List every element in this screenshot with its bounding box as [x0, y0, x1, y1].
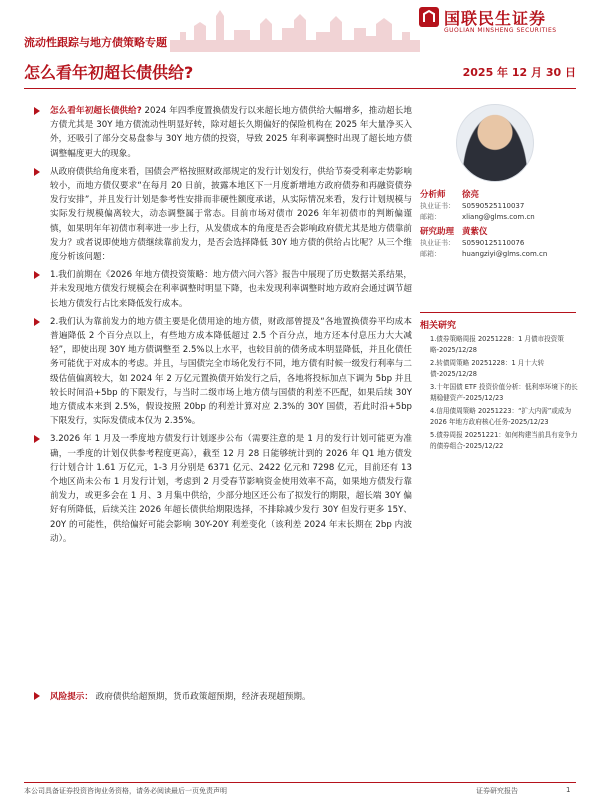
report-series: 流动性跟踪与地方债策略专题 [24, 36, 167, 49]
related-item[interactable]: 2.转债周策略 20251228：1 月十大转债-2025/12/28 [430, 359, 545, 378]
report-date: 2025 年 12 月 30 日 [462, 66, 576, 79]
logo-mark-icon [418, 6, 440, 28]
paragraph-3-text: 1.我们前期在《2026 年地方债投资策略：地方债六问六答》报告中展现了历史数据关系结果，并未发现地方债发行规模会在利率调整时明显下降，也未发现利率调整时地方政府会通过调节超长地方债发行占比来降低发行成本。 [50, 270, 412, 309]
report-body [24, 104, 412, 550]
assistant-role: 研究助理 [420, 227, 455, 237]
bullet-icon [34, 168, 40, 176]
bullet-icon [34, 271, 40, 279]
analyst-cert-label: 执业证书： [420, 202, 455, 210]
footer-report-type: 证券研究报告 [476, 787, 518, 795]
paragraph-5 [24, 432, 412, 546]
related-research-list [420, 334, 580, 454]
company-logo [418, 6, 598, 42]
analyst-role: 分析师 [420, 190, 446, 200]
related-item[interactable]: 4.信用债周策略 20251223：“扩大内需”或成为 2026 年地方政府核心任务-2025/12/23 [430, 407, 572, 426]
city-skyline-illustration [170, 6, 420, 52]
footer-disclaimer: 本公司具备证券投资咨询业务资格，请务必阅读最后一页免责声明 [24, 787, 227, 795]
related-item[interactable]: 1.债券策略周报 20251228：1 月债市投资策略-2025/12/28 [430, 335, 564, 354]
analyst-email-label: 邮箱： [420, 213, 441, 221]
bullet-icon [34, 435, 40, 443]
paragraph-2 [24, 165, 412, 264]
bullet-icon [34, 318, 40, 326]
assistant-name: 黄紫仪 [462, 227, 488, 237]
assistant-email[interactable]: huangziyi@glms.com.cn [462, 250, 548, 258]
paragraph-1-lead: 怎么看年初超长债供给? [50, 106, 142, 116]
bullet-icon [34, 692, 40, 700]
paragraph-3 [24, 268, 412, 311]
paragraph-1-text: 2024 年四季度置换债发行以来超长地方债供给大幅增多，推动超长地方债尤其是 30Y 地方债流动性明显好转，除对超长久期偏好的保险机构在 2025 年大量净买入外，还吸引了部分交易盘参与 30Y 地方债的投资，导致 2025 年利率调整时出现了超长地方债调整幅度更大的现象。 [50, 106, 412, 159]
paragraph-5-text: 3.2026 年 1 月及一季度地方债发行计划逐步公布（需要注意的是 1 月的发行计划可能更为准确，一季度的计划仅供参考程度更高），截至 12 月 28 日能够统计到的 2026 年 Q1 地方债发行计划合计 1.61 万亿元，1-3 月分别是 6371 亿元、2422 亿元和 7298 亿元，目前还有 13 个地区尚未公布 1 月发行计划，考虑到 2 月受春节影响资金使用效率不高，如果地方债发行靠前发力，或更多会在 1 月、3 月集中供给，少部分地区还公布了拟发行的期限，超长端 30Y 偏好有所降低，后续关注 2026 年超长债供给期限选择，不排除减少发行 30Y 但发行更多 15Y、20Y 的可能性，供给偏好可能会影响 30Y-20Y 利差变化（该利差 2024 年末长期在 2bp 内波动）。 [50, 434, 412, 544]
assistant-cert: S0590125110076 [462, 239, 525, 247]
bullet-icon [34, 107, 40, 115]
paragraph-4 [24, 315, 412, 429]
header-divider [24, 88, 576, 89]
related-divider [420, 312, 576, 313]
logo-english-name: GUOLIAN MINSHENG SECURITIES [444, 27, 557, 34]
assistant-email-label: 邮箱： [420, 250, 441, 258]
analyst-email[interactable]: xliang@glms.com.cn [462, 213, 535, 221]
paragraph-1 [24, 104, 412, 161]
logo-chinese-name: 国联民生证券 [444, 9, 547, 28]
analyst-name: 徐亮 [462, 190, 480, 200]
risk-warning [24, 690, 438, 702]
risk-warning-text: 政府债供给超预期，货币政策超预期，经济表现超预期。 [95, 692, 311, 702]
risk-warning-lead: 风险提示： [50, 692, 93, 702]
related-research-title: 相关研究 [420, 321, 457, 331]
analyst-cert: S0590525110037 [462, 202, 525, 210]
paragraph-4-text: 2.我们认为靠前发力的地方债主要是化债用途的地方债，财政部曾提及“各地置换债券平均成本普遍降低 2 个百分点以上，有些地方成本降低超过 2.5 个百分点，地方还本付息压力大大减轻”，即使出现 30Y 地方债调整至 2.5%以上水平，也较目前的债务成本明显降低，并且化债任务可能优于对成本的考虑。并且，与国债完全市场化发行不同，地方债有时候一级发行利率与二级估值偏离较大，如 2024 年 2 万亿元置换债开始发行之后，各地将投标加点下调为 5bp 并且较长时间沿+5bp 的下限发行，与当时二级市场上地方债与国债的利差不匹配，如果后续 30Y 地方债成本来到 2.5%，假设按照 20bp 的利差计算对应 2.3%的 30Y 国债，若此时沿+5bp 下限发行，实际发债成本仅为 2.35%。 [50, 316, 412, 427]
report-title: 怎么看年初超长债供给? [24, 63, 194, 82]
paragraph-2-text: 从政府债供给角度来看，国债会严格按照财政部规定的发行计划发行，供给节奏受利率走势影响较小，而地方债仅要求“在每月 20 日前，披露本地区下一月度新增地方政府债券和再融资债券发行安排”，并且发行计划是参考性安排而非硬性额度承诺，从实际情况来看，发行计划规模与实际发行规模偏离较大，动态调整属于常态。目前市场对债市 2026 年年初债市的判断偏谨慎，如果明年年初债市利率进一步上行，从发债成本的角度是否会影响政府债尤其是地方债靠前发力？或者说即使地方债继续靠前发力，是否会选择降低 30Y 地方债的供给占比呢？从三个维度分析该问题： [50, 166, 412, 263]
analyst-block [420, 190, 580, 223]
analyst-photo [456, 104, 534, 182]
assistant-cert-label: 执业证书： [420, 239, 455, 247]
related-item[interactable]: 5.债券周报 20251221：如何构建当前具有竞争力的债券组合-2025/12/22 [430, 431, 578, 450]
related-item[interactable]: 3.十年国债 ETF 投资价值分析：低利率环境下的长期稳健资产-2025/12/23 [430, 383, 578, 402]
page-number: 1 [566, 786, 571, 794]
assistant-block [420, 227, 580, 260]
footer-divider [24, 782, 576, 783]
